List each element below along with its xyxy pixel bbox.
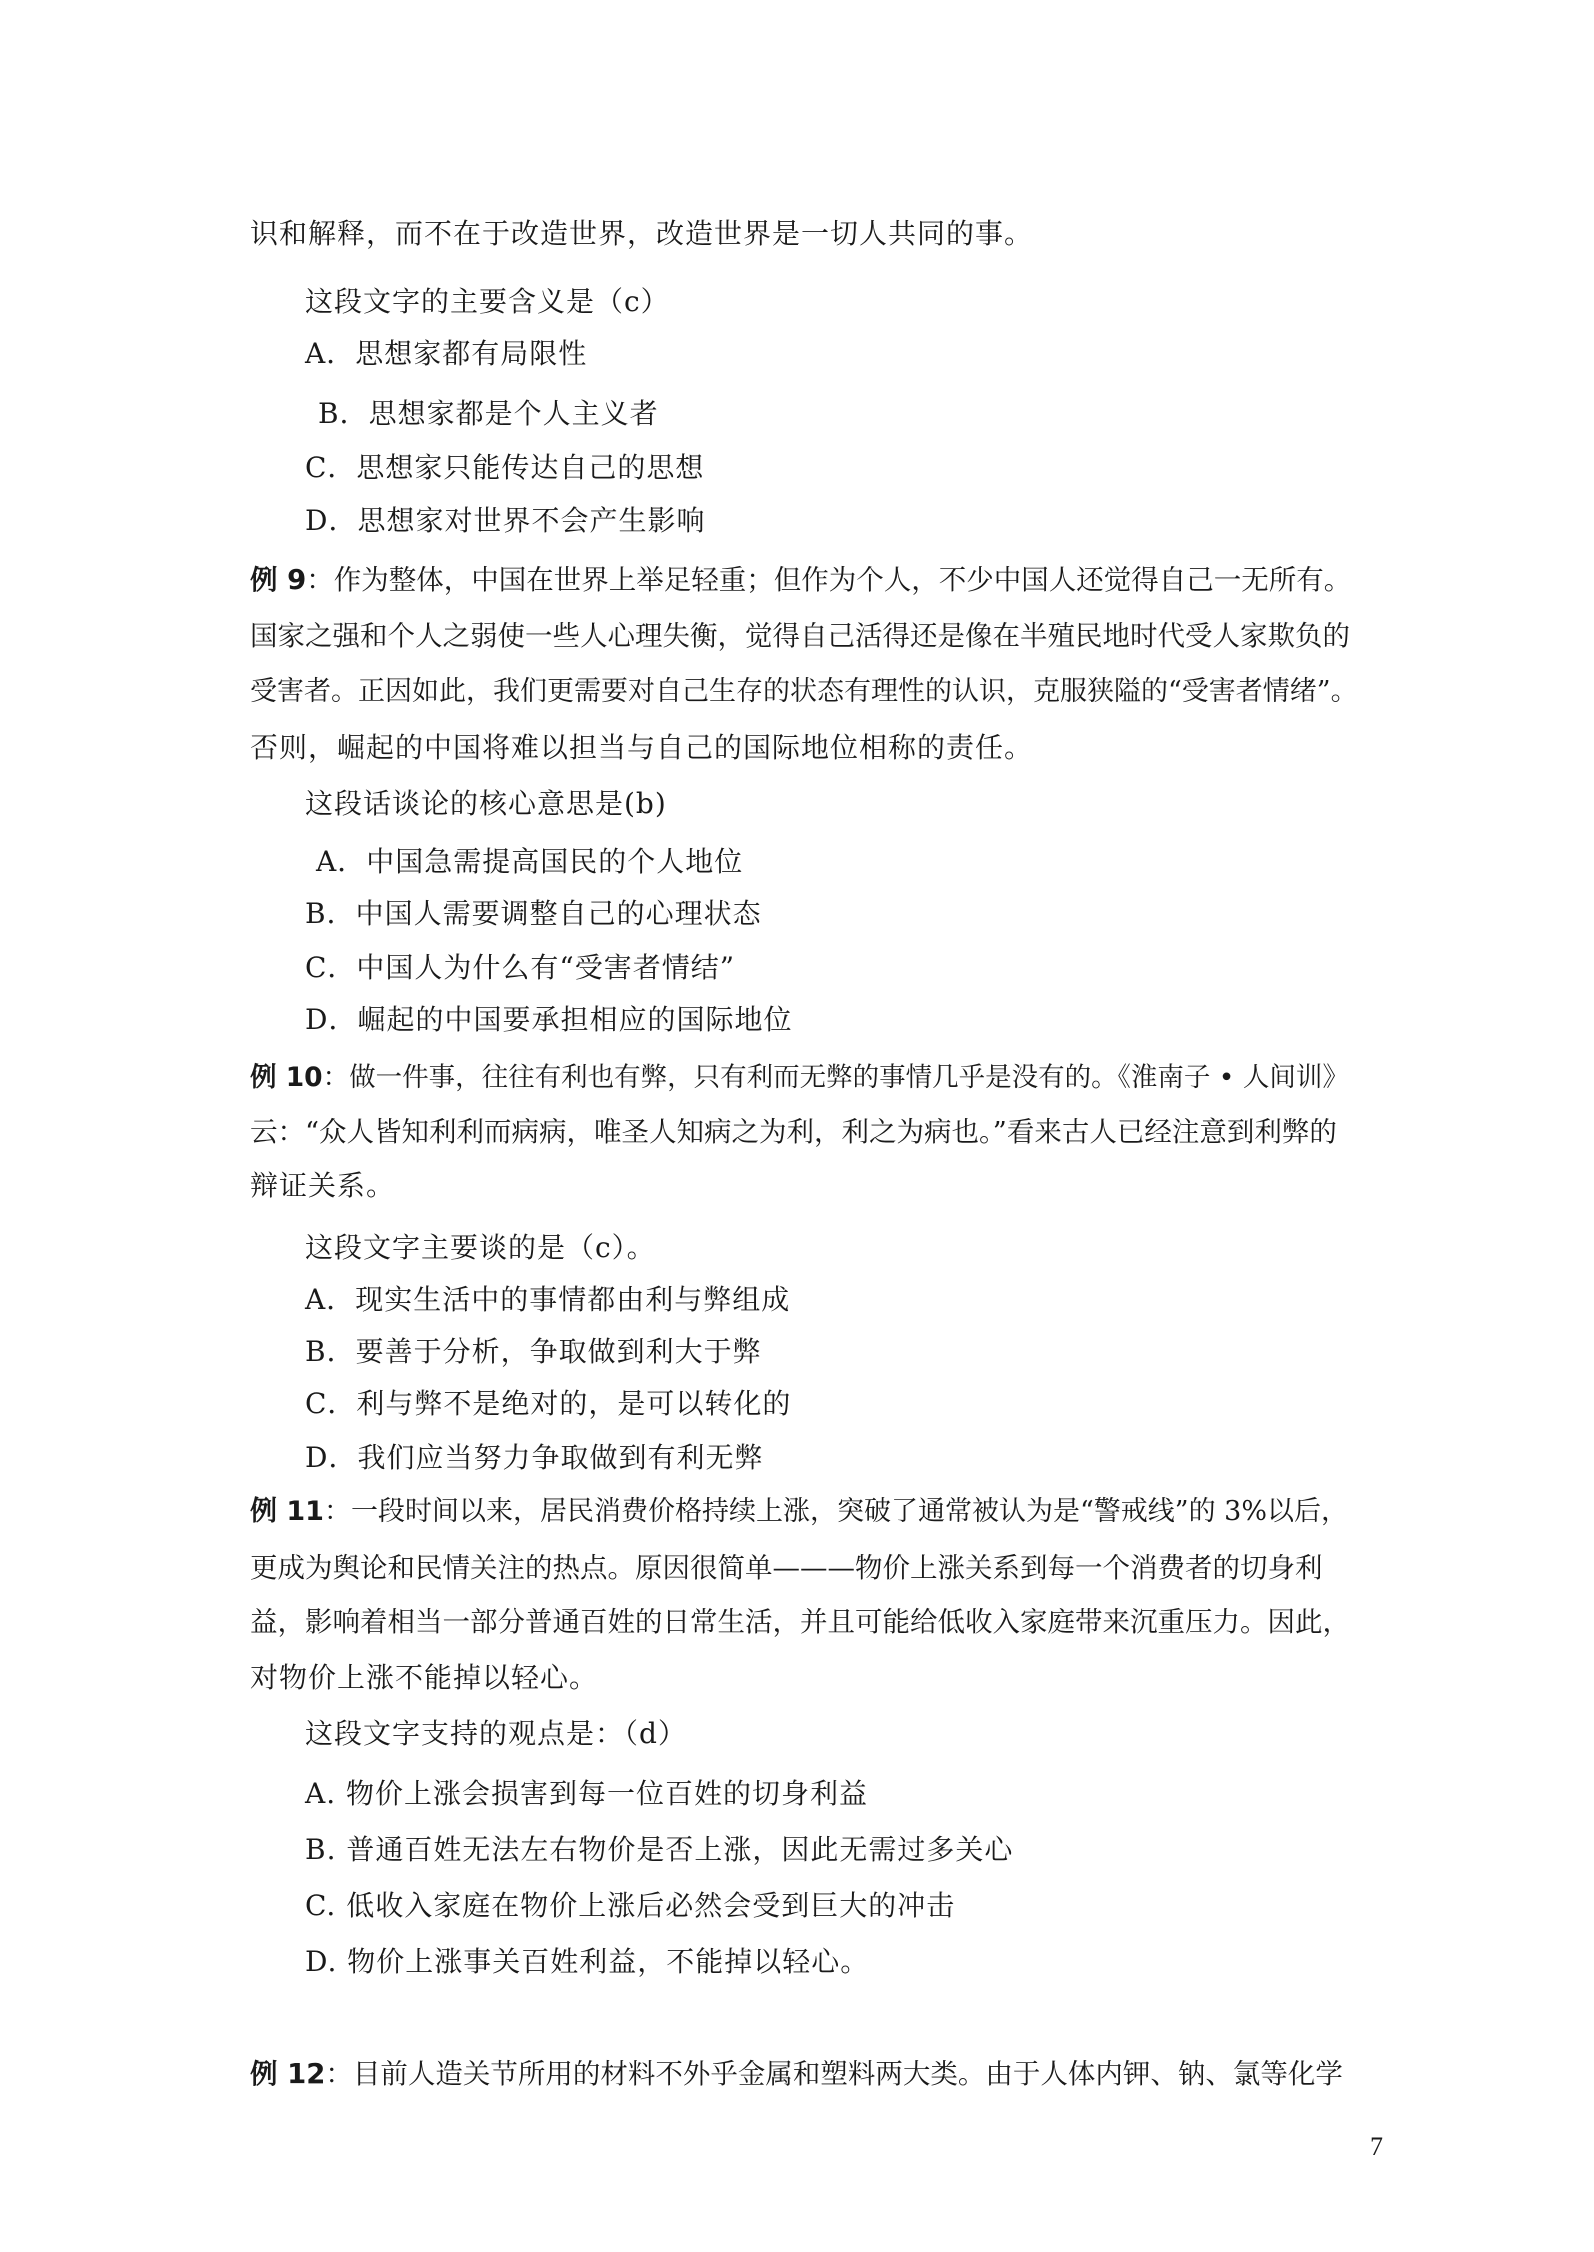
example-10-line-1: 例 10：做一件事，往往有利也有弊，只有利而无弊的事情几乎是没有的。《淮南子 • 人间训》 (250, 1062, 1349, 1093)
example-9-line-4: 否则，崛起的中国将难以担当与自己的国际地位相称的责任。 (250, 731, 1034, 764)
example-11-question: 这段文字支持的观点是：（d） (305, 1717, 687, 1750)
example-9-line-1: 例 9：作为整体，中国在世界上举足轻重；但作为个人，不少中国人还觉得自己一无所有。 (250, 564, 1352, 596)
example-9-option-d: D．崛起的中国要承担相应的国际地位 (305, 1003, 793, 1036)
example-11-option-c: C. 低收入家庭在物价上涨后必然会受到巨大的冲击 (305, 1889, 956, 1922)
example-12-line-1: 例 12：目前人造关节所用的材料不外乎金属和塑料两大类。由于人体内钾、钠、氯等化学 (250, 2058, 1343, 2090)
example-9-line-3: 受害者。正因如此，我们更需要对自己生存的状态有理性的认识，克服狭隘的“受害者情绪”。 (250, 676, 1358, 707)
example-11-option-d: D. 物价上涨事关百姓利益，不能掉以轻心。 (305, 1945, 870, 1978)
example-10-question: 这段文字主要谈的是（c）。 (305, 1231, 656, 1264)
example-8-option-c: C．思想家只能传达自己的思想 (305, 451, 705, 484)
example-10-option-b: B．要善于分析，争取做到利大于弊 (305, 1335, 762, 1368)
example-11-label: 例 11 (250, 1496, 324, 1527)
page-number: 7 (1370, 2132, 1383, 2161)
example-8-option-d: D．思想家对世界不会产生影响 (305, 504, 706, 537)
example-11-line-2: 更成为舆论和民情关注的热点。原因很简单———物价上涨关系到每一个消费者的切身利 (250, 1552, 1323, 1584)
example-11-line-1: 例 11：一段时间以来，居民消费价格持续上涨，突破了通常被认为是“警戒线”的 3%以后， (250, 1496, 1349, 1527)
example-9-option-c: C．中国人为什么有“受害者情结” (305, 951, 736, 984)
example-10-option-a: A．现实生活中的事情都由利与弊组成 (305, 1283, 791, 1316)
example-11-option-b: B. 普通百姓无法左右物价是否上涨，因此无需过多关心 (305, 1833, 1014, 1866)
example-8-question: 这段文字的主要含义是（c） (305, 285, 670, 318)
example-12-label: 例 12 (250, 2058, 326, 2090)
example-10-label: 例 10 (250, 1062, 323, 1093)
example-8-option-a: A．思想家都有局限性 (305, 337, 588, 370)
example-10-option-c: C．利与弊不是绝对的，是可以转化的 (305, 1387, 792, 1420)
example-9-question: 这段话谈论的核心意思是(b) (305, 787, 667, 820)
example-10-line-2: 云：“众人皆知利利而病病，唯圣人知病之为利，利之为病也。”看来古人已经注意到利弊的 (250, 1116, 1337, 1148)
example-10-line-3: 辩证关系。 (250, 1169, 396, 1202)
example-10-option-d: D．我们应当努力争取做到有利无弊 (305, 1441, 764, 1474)
example-8-option-b: B．思想家都是个人主义者 (318, 397, 659, 430)
example-11-line-4: 对物价上涨不能掉以轻心。 (250, 1661, 599, 1694)
example-9-label: 例 9 (250, 564, 307, 596)
example-8-text-tail: 识和解释，而不在于改造世界，改造世界是一切人共同的事。 (250, 217, 1034, 250)
example-11-line-3: 益，影响着相当一部分普通百姓的日常生活，并且可能给低收入家庭带来沉重压力。因此， (250, 1606, 1350, 1638)
example-9-option-b: B．中国人需要调整自己的心理状态 (305, 897, 762, 930)
example-9-option-a: A．中国急需提高国民的个人地位 (316, 845, 744, 878)
example-9-line-2: 国家之强和个人之弱使一些人心理失衡，觉得自己活得还是像在半殖民地时代受人家欺负的 (250, 620, 1350, 652)
example-11-option-a: A. 物价上涨会损害到每一位百姓的切身利益 (305, 1777, 869, 1810)
